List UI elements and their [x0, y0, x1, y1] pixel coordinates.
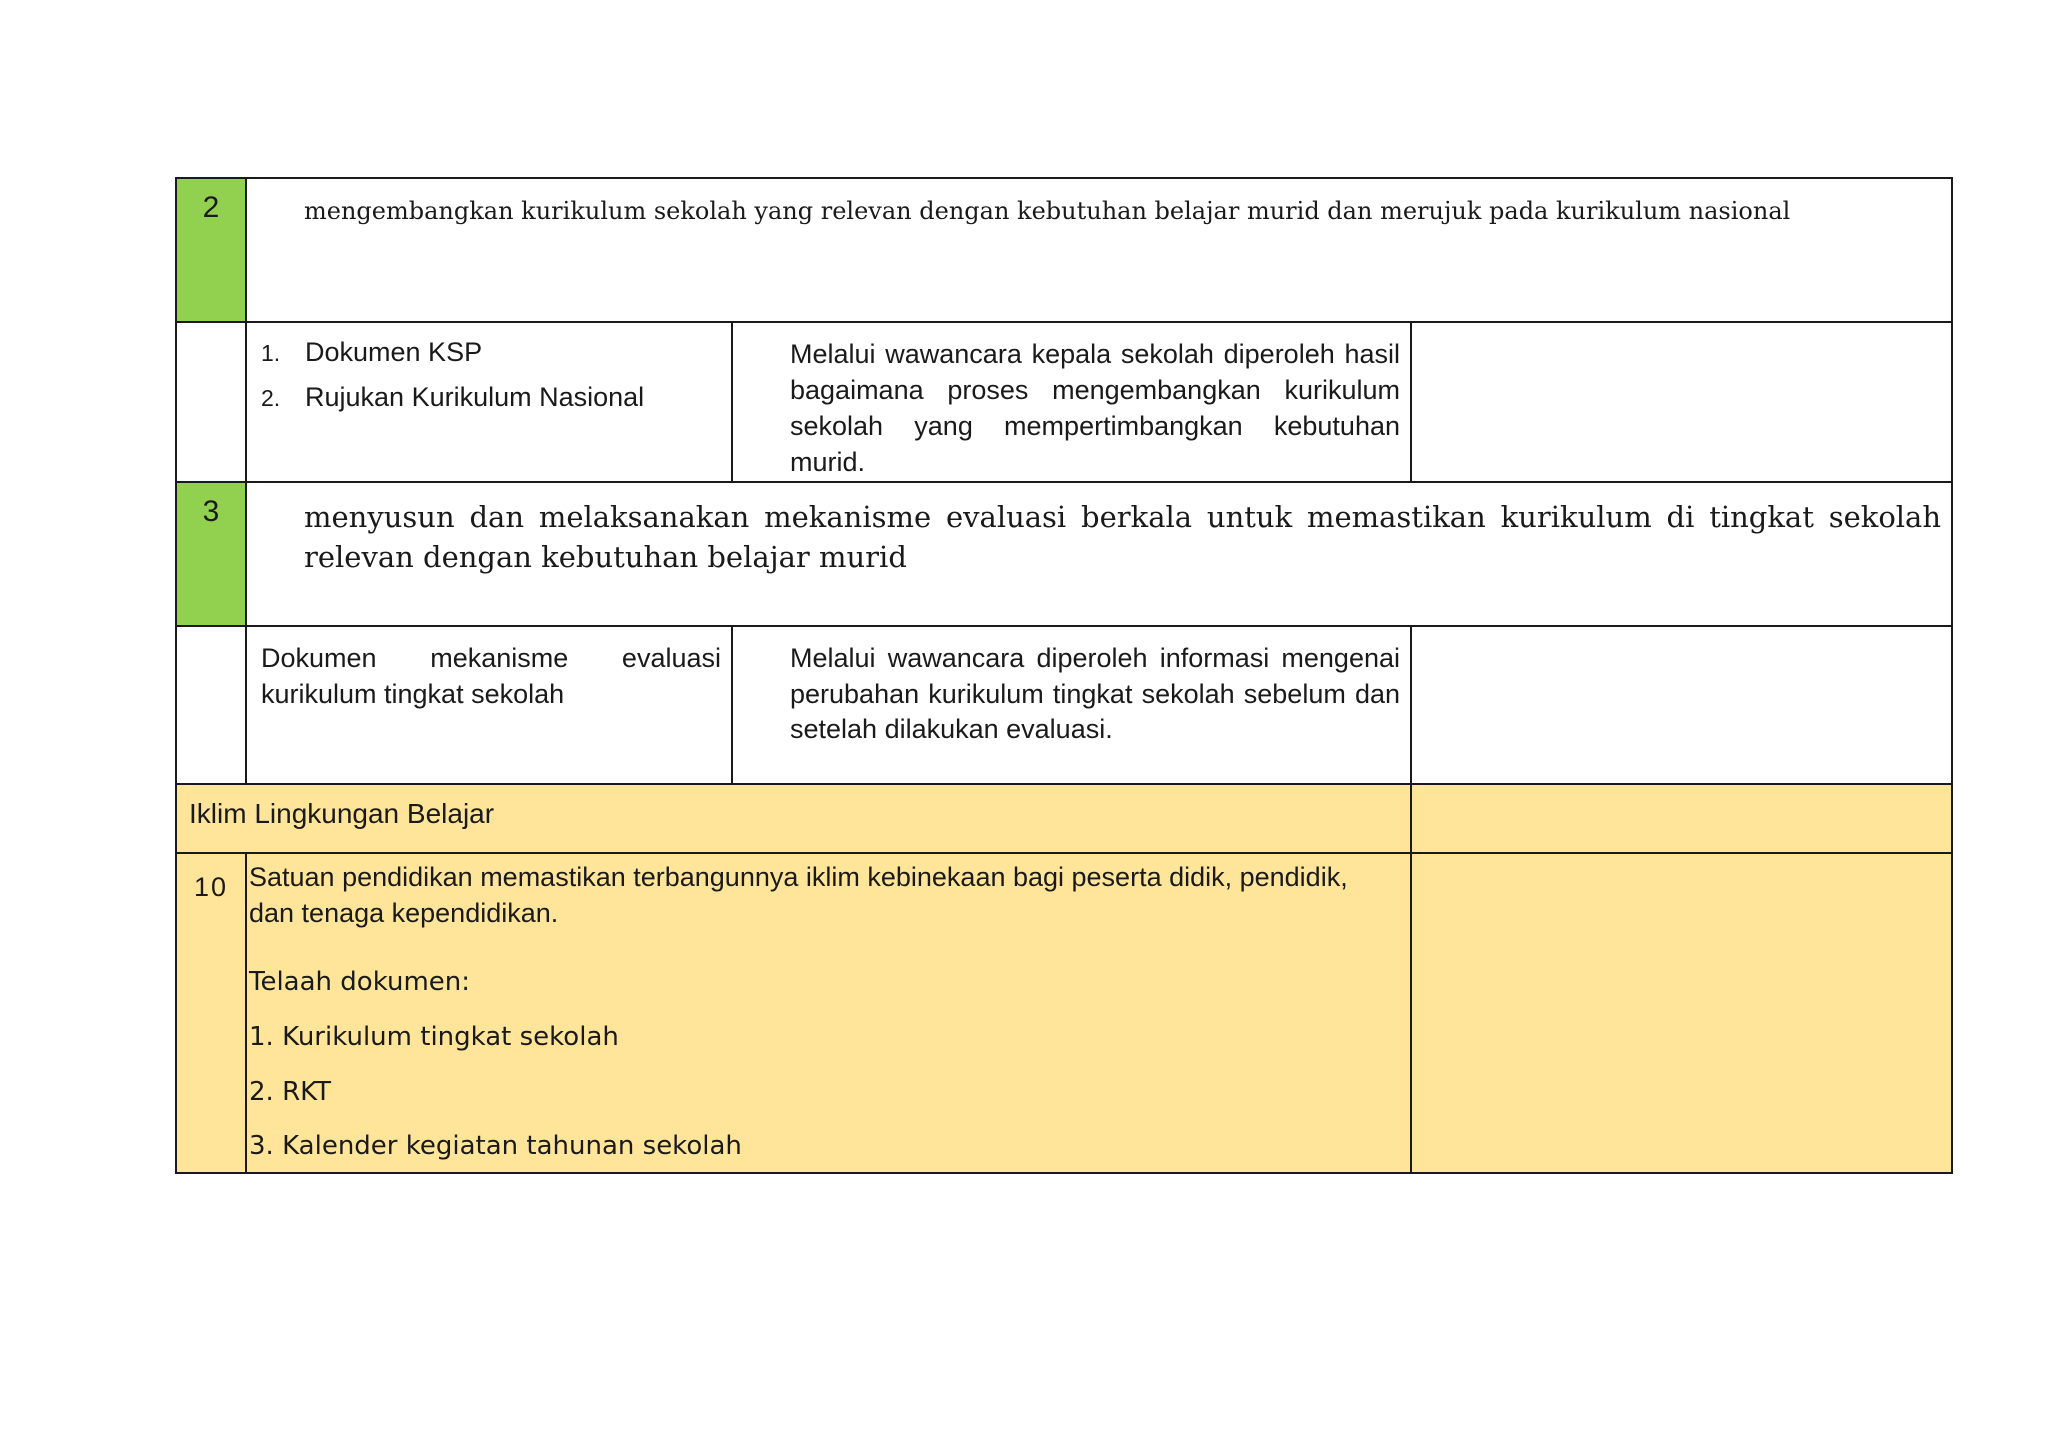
criteria-row-2 — [176, 178, 1952, 322]
indicator-text-10 — [246, 853, 1411, 1173]
method-text-3-value: Melalui wawancara diperoleh informasi mengenai perubahan kurikulum tingkat sekolah sebelum dan setelah dilakukan evaluasi. — [790, 642, 1400, 745]
document-text-3 — [246, 626, 732, 784]
criteria-text-2 — [246, 178, 1952, 322]
document-list-item-number: 2. — [261, 385, 281, 411]
telaah-dokumen-label: Telaah dokumen: — [249, 967, 470, 998]
row-number-3-text: 3 — [202, 494, 220, 528]
notes-cell-10 — [1411, 853, 1952, 1173]
method-text-3 — [732, 626, 1411, 784]
row-number-2-text: 2 — [202, 191, 220, 224]
criteria-text-3-value: menyusun dan melaksanakan mekanisme evaluasi berkala untuk memastikan kurikulum di tingkat sekolah relevan dengan kebutuhan belajar murid — [304, 499, 1942, 575]
criteria-text-3 — [246, 482, 1952, 626]
method-text-2-value: Melalui wawancara kepala sekolah diperoleh hasil bagaimana proses mengembangkan kurikulum sekolah yang mempertimbangkan kebutuhan murid. — [790, 339, 1400, 477]
indicator-row-10 — [176, 853, 1952, 1173]
method-text-2 — [732, 322, 1411, 482]
document-list-item — [261, 382, 721, 413]
document-list-2 — [246, 322, 732, 482]
document-list-2-items — [261, 337, 721, 413]
section-row — [176, 784, 1952, 853]
row-number-2 — [176, 178, 246, 322]
document-list-item — [261, 337, 721, 368]
detail-row-3 — [176, 626, 1952, 784]
notes-cell-2 — [1411, 322, 1952, 482]
document-list-item-label: Rujukan Kurikulum Nasional — [305, 382, 645, 412]
row-number-10-text: 10 — [193, 871, 229, 902]
telaah-item: 2. RKT — [249, 1076, 332, 1107]
assessment-table — [175, 177, 1953, 1174]
section-title — [176, 784, 1411, 853]
detail-row-3-empty-number — [176, 626, 246, 784]
row-number-10 — [176, 853, 246, 1173]
document-text-3-value: Dokumen mekanisme evaluasi kurikulum tingkat sekolah — [261, 642, 721, 709]
row-number-3 — [176, 482, 246, 626]
document-list-item-number: 1. — [261, 340, 281, 366]
telaah-item: 3. Kalender kegiatan tahunan sekolah — [249, 1131, 742, 1162]
telaah-item: 1. Kurikulum tingkat sekolah — [249, 1022, 619, 1053]
indicator-description: Satuan pendidikan memastikan terbangunnya iklim kebinekaan bagi peserta didik, pendidik, dan tenaga kependidikan. — [249, 861, 1348, 928]
section-notes-cell — [1411, 784, 1952, 853]
section-title-text: Iklim Lingkungan Belajar — [189, 797, 495, 829]
detail-row-2-empty-number — [176, 322, 246, 482]
document-list-item-label: Dokumen KSP — [305, 337, 483, 367]
criteria-text-2-value: mengembangkan kurikulum sekolah yang relevan dengan kebutuhan belajar murid dan merujuk pada kurikulum nasional — [304, 197, 1791, 225]
criteria-row-3 — [176, 482, 1952, 626]
notes-cell-3 — [1411, 626, 1952, 784]
detail-row-2 — [176, 322, 1952, 482]
